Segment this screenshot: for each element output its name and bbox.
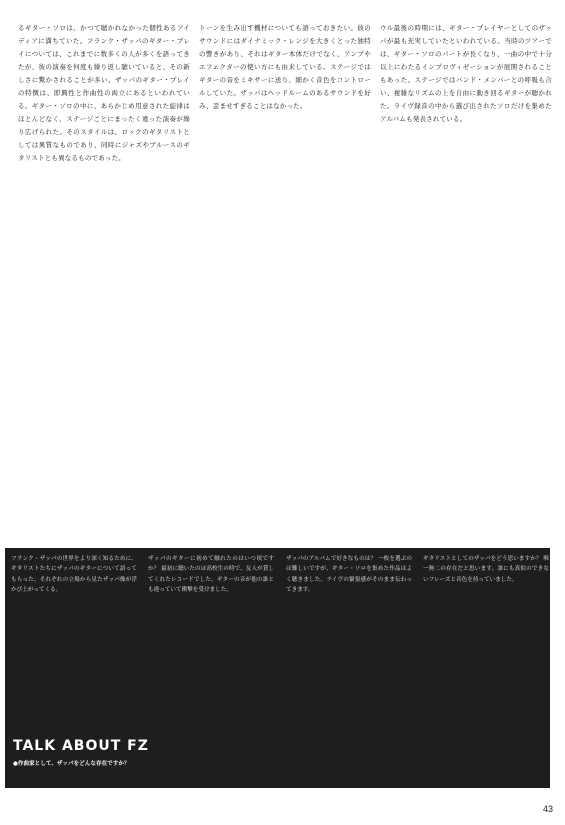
article-column-3: [380, 22, 552, 542]
article-text: ウル最後の時期には、ギター・プレイヤーとしてのザッパが最も充実していたといわれている。当時のツアーでは、ギター・ソロのパートが長くなり、一曲の中で十分以上にわたるインプロヴィゼーションが展開されることもあった。ステージではバンド・メンバーとの呼吸も合い、複雑なリズムの上を自由に動き回るギターが聴かれた。ライヴ録音の中から選び出されたソロだけを集めたアルバムも発表されている。: [380, 24, 552, 123]
feature-title: TALK ABOUT FZ: [13, 738, 149, 754]
sidebar-column-3: [286, 554, 412, 782]
sidebar-text: フランク・ザッパの世界をより深く知るために、ギタリストたちにザッパのギターについて語ってもらった。それぞれの立場から見たザッパ像が浮かび上がってくる。: [11, 556, 137, 594]
article-text: るギター・ソロは、かつて聴かれなかった個性あるアイディアに満ちていた。フランク・ザッパのギター・プレイについては、これまでに数多くの人が多くを語ってきたが、彼の演奏を何度も繰り返し聴いていると、その新しさに驚かされることが多い。ザッパのギター・プレイの特徴は、即興性と作曲性の両立にあるといわれている。ギター・ソロの中に、あらかじめ用意された旋律はほとんどなく、ステージごとにまったく違った演奏が繰り広げられた。そのスタイルは、ロックのギタリストとしては異質なものであり、同時にジャズやブルースのギタリストとも異なるものであった。: [18, 24, 190, 162]
sidebar-text: ザッパのアルバムで好きなものは？ 一枚を選ぶのは難しいですが、ギター・ソロを集めた作品はよく聴きました。ライヴの緊張感がそのまま伝わってきます。: [286, 556, 412, 594]
talk-about-fz-sidebar: [5, 548, 550, 788]
article-column-2: [199, 22, 371, 542]
article-column-1: [18, 22, 190, 542]
sidebar-column-1: [11, 554, 137, 734]
sidebar-text: ギタリストとしてのザッパをどう思いますか？ 唯一無二の存在だと思います。誰にも真似のできないフレーズと音色を持っていました。: [423, 556, 549, 583]
sidebar-column-4: [423, 554, 549, 782]
article-text: トーンを生み出す機材についても語っておきたい。彼のサウンドにはダイナミック・レンジを大きくとった独特の響きがあり、それはギター本体だけでなく、アンプやエフェクターの使い方にも由来している。ステージではギターの音をミキサーに送り、細かく音色をコントロールしていた。ザッパはヘッドルームのあるサウンドを好み、歪ませすぎることはなかった。: [199, 24, 371, 110]
feature-question: ●作曲家として、ザッパをどんな存在ですか？: [13, 761, 130, 767]
sidebar-text: ザッパのギターに初めて触れたのはいつ頃ですか？ 最初に聴いたのは高校生の時で、友人が貸してくれたレコードでした。ギターの音が他の誰とも違っていて衝撃を受けました。: [148, 556, 274, 594]
page-number: 43: [542, 804, 553, 814]
sidebar-column-2: [148, 554, 274, 782]
